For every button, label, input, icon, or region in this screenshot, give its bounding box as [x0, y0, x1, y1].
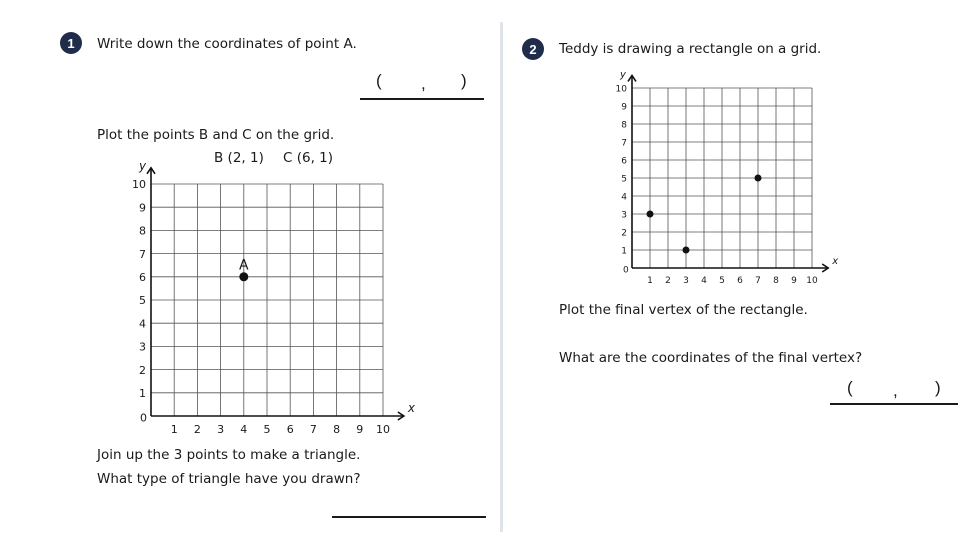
- x-tick-label: 1: [647, 276, 653, 286]
- question-1-prompt: Write down the coordinates of point A.: [97, 36, 357, 52]
- q1-answer-comma: ,: [421, 74, 426, 93]
- q1-point-b-label: B (2, 1): [214, 150, 264, 166]
- x-tick-label: 8: [333, 423, 341, 436]
- y-tick-label: 9: [139, 201, 146, 215]
- x-tick-label: 2: [665, 276, 671, 286]
- y-tick-label: 2: [139, 363, 146, 377]
- q1-answer-close-paren: ): [461, 71, 467, 90]
- q1-answer-open-paren: (: [376, 71, 382, 90]
- y-axis-label: y: [139, 158, 147, 173]
- x-tick-label: 6: [737, 276, 743, 286]
- x-tick-label: 10: [806, 276, 818, 286]
- y-tick-label: 5: [139, 294, 146, 308]
- y-tick-label: 8: [139, 224, 146, 238]
- q1-triangle-type-question: What type of triangle have you drawn?: [97, 471, 361, 487]
- x-tick-label: 1: [170, 423, 178, 436]
- q1-triangle-answer-line[interactable]: [332, 516, 486, 518]
- y-tick-label: 9: [621, 102, 627, 113]
- y-tick-label: 5: [621, 174, 627, 185]
- q2-coordinates-answer-line[interactable]: [830, 403, 958, 405]
- plotted-point: [647, 211, 654, 218]
- x-tick-label: 7: [309, 423, 317, 436]
- y-tick-label: 3: [621, 210, 627, 221]
- x-tick-label: 3: [683, 276, 689, 286]
- y-tick-label: 6: [621, 156, 627, 167]
- column-divider: [500, 22, 503, 532]
- y-tick-label: 10: [615, 84, 627, 95]
- origin-label: 0: [623, 265, 629, 276]
- x-tick-label: 4: [701, 276, 707, 286]
- x-tick-label: 7: [755, 276, 761, 286]
- y-tick-label: 10: [132, 178, 146, 192]
- x-tick-label: 5: [263, 423, 271, 436]
- y-tick-label: 4: [139, 317, 146, 331]
- x-tick-label: 3: [217, 423, 225, 436]
- x-tick-label: 10: [376, 423, 390, 436]
- origin-label: 0: [140, 411, 147, 425]
- x-tick-label: 9: [791, 276, 797, 286]
- y-tick-label: 2: [621, 228, 627, 239]
- x-tick-label: 4: [240, 423, 248, 436]
- y-tick-label: 8: [621, 120, 627, 131]
- point-label: A: [239, 257, 249, 274]
- x-axis-label: x: [407, 401, 415, 415]
- q1-join-instruction: Join up the 3 points to make a triangle.: [97, 447, 361, 463]
- plotted-point: [239, 272, 248, 281]
- x-tick-label: 2: [193, 423, 201, 436]
- x-tick-label: 8: [773, 276, 779, 286]
- x-tick-label: 6: [286, 423, 294, 436]
- q2-answer-comma: ,: [893, 381, 898, 400]
- y-axis-label: y: [620, 69, 626, 81]
- x-tick-label: 9: [356, 423, 364, 436]
- x-tick-label: 5: [719, 276, 725, 286]
- y-tick-label: 7: [139, 247, 146, 261]
- y-tick-label: 1: [621, 246, 627, 257]
- q2-answer-open-paren: (: [847, 378, 853, 397]
- question-2-number: 2: [529, 41, 537, 57]
- x-axis-label: x: [832, 256, 839, 267]
- y-tick-label: 4: [621, 192, 627, 203]
- y-tick-label: 6: [139, 270, 146, 284]
- question-2-prompt: Teddy is drawing a rectangle on a grid.: [559, 41, 822, 57]
- y-tick-label: 7: [621, 138, 627, 149]
- q2-coordinate-grid[interactable]: [505, 0, 975, 300]
- q1-point-c-label: C (6, 1): [283, 150, 334, 166]
- y-tick-label: 3: [139, 340, 146, 354]
- plotted-point: [683, 247, 690, 254]
- q2-answer-close-paren: ): [935, 378, 941, 397]
- y-tick-label: 1: [139, 386, 146, 400]
- question-1-number: 1: [67, 35, 75, 51]
- q1-plot-instruction: Plot the points B and C on the grid.: [97, 127, 335, 143]
- plotted-point: [755, 175, 762, 182]
- q2-plot-instruction: Plot the final vertex of the rectangle.: [559, 302, 808, 318]
- q2-vertex-question: What are the coordinates of the final vertex?: [559, 350, 863, 366]
